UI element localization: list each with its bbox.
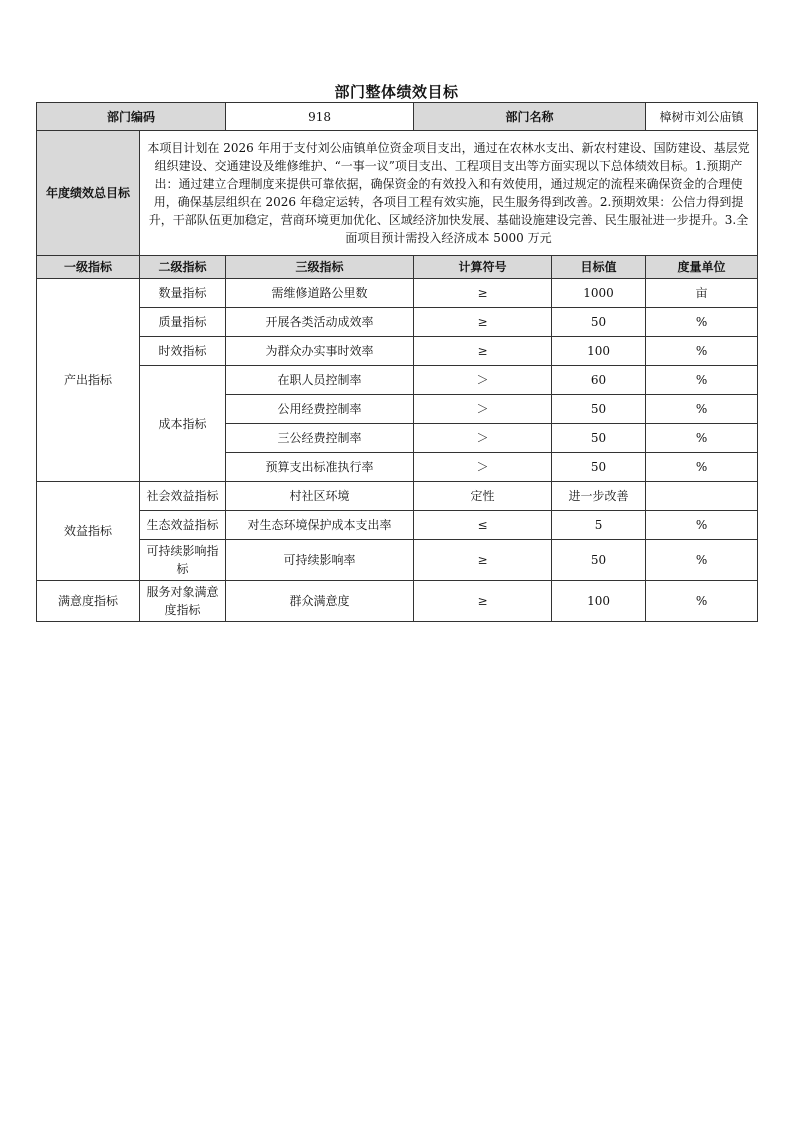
level2-social: 社会效益指标 [140, 482, 226, 511]
target-cell: 50 [552, 395, 646, 424]
dept-code-label: 部门编码 [37, 103, 226, 131]
target-cell: 100 [552, 337, 646, 366]
level2-timeliness: 时效指标 [140, 337, 226, 366]
level2-sustainable: 可持续影响指标 [140, 540, 226, 581]
symbol-cell: ≤ [414, 511, 552, 540]
header-symbol: 计算符号 [414, 256, 552, 279]
level1-satisfaction: 满意度指标 [37, 581, 140, 622]
table-row [37, 511, 758, 540]
level3-cell: 需维修道路公里数 [226, 279, 414, 308]
table-row [37, 279, 758, 308]
level3-cell: 在职人员控制率 [226, 366, 414, 395]
header-level2: 二级指标 [140, 256, 226, 279]
level3-cell: 预算支出标准执行率 [226, 453, 414, 482]
goal-label: 年度绩效总目标 [37, 131, 140, 256]
page-title: 部门整体绩效目标 [334, 83, 459, 101]
unit-cell: % [646, 395, 758, 424]
unit-cell: % [646, 424, 758, 453]
target-cell: 50 [552, 308, 646, 337]
level2-ecological: 生态效益指标 [140, 511, 226, 540]
target-cell: 进一步改善 [552, 482, 646, 511]
table-row [37, 366, 758, 395]
target-cell: 50 [552, 540, 646, 581]
dept-info-row [37, 103, 758, 131]
level3-cell: 公用经费控制率 [226, 395, 414, 424]
level3-cell: 对生态环境保护成本支出率 [226, 511, 414, 540]
symbol-cell: 定性 [414, 482, 552, 511]
unit-cell: % [646, 308, 758, 337]
unit-cell: % [646, 453, 758, 482]
table-row [37, 308, 758, 337]
symbol-cell: ≥ [414, 279, 552, 308]
target-cell: 5 [552, 511, 646, 540]
table-row [37, 581, 758, 622]
unit-cell: % [646, 366, 758, 395]
symbol-cell: ＞ [414, 395, 552, 424]
table-row [37, 337, 758, 366]
unit-cell: % [646, 581, 758, 622]
unit-cell: % [646, 540, 758, 581]
target-cell: 50 [552, 424, 646, 453]
goal-row [37, 131, 758, 256]
table-row [37, 482, 758, 511]
level2-cost: 成本指标 [140, 366, 226, 482]
symbol-cell: ≥ [414, 540, 552, 581]
dept-code-value: 918 [226, 103, 414, 131]
symbol-cell: ≥ [414, 337, 552, 366]
symbol-cell: ＞ [414, 366, 552, 395]
target-cell: 1000 [552, 279, 646, 308]
target-cell: 50 [552, 453, 646, 482]
level1-benefit: 效益指标 [37, 482, 140, 581]
target-cell: 60 [552, 366, 646, 395]
level3-cell: 三公经费控制率 [226, 424, 414, 453]
level3-cell: 村社区环境 [226, 482, 414, 511]
level2-quality: 质量指标 [140, 308, 226, 337]
symbol-cell: ＞ [414, 424, 552, 453]
level3-cell: 为群众办实事时效率 [226, 337, 414, 366]
level1-output: 产出指标 [37, 279, 140, 482]
symbol-cell: ≥ [414, 308, 552, 337]
table-row [37, 540, 758, 581]
unit-cell: % [646, 337, 758, 366]
symbol-cell: ＞ [414, 453, 552, 482]
symbol-cell: ≥ [414, 581, 552, 622]
dept-name-label: 部门名称 [414, 103, 646, 131]
level2-service-satisfaction: 服务对象满意度指标 [140, 581, 226, 622]
level3-cell: 群众满意度 [226, 581, 414, 622]
header-level1: 一级指标 [37, 256, 140, 279]
header-row [37, 256, 758, 279]
goal-text: 本项目计划在 2026 年用于支付刘公庙镇单位资金项目支出，通过在农林水支出、新农村建设、国防建设、基层党组织建设、交通建设及维修维护、“一事一议”项目支出、工程项目支出等方面实现以下总体绩效目标。1.预期产出：通过建立合理制度来提供可靠依据，确保资金的有效投入和有效使用，通过规定的流程来确保资金的合理使用，确保基层组织在 2026 年稳定运转，各项目工程有效实施，民生服务得到改善。2.预期效果：公信力得到提升，干部队伍更加稳定，营商环境更加优化、区域经济加快发展、基础设施建设完善、民生服祉进一步提升。3.全面项目预计需投入经济成本 5000 万元 [140, 131, 758, 256]
level3-cell: 开展各类活动成效率 [226, 308, 414, 337]
unit-cell [646, 482, 758, 511]
dept-name-value: 樟树市刘公庙镇 [646, 103, 758, 131]
unit-cell: % [646, 511, 758, 540]
target-cell: 100 [552, 581, 646, 622]
header-unit: 度量单位 [646, 256, 758, 279]
header-target: 目标值 [552, 256, 646, 279]
unit-cell: 亩 [646, 279, 758, 308]
level3-cell: 可持续影响率 [226, 540, 414, 581]
level2-quantity: 数量指标 [140, 279, 226, 308]
performance-table [36, 102, 758, 622]
header-level3: 三级指标 [226, 256, 414, 279]
